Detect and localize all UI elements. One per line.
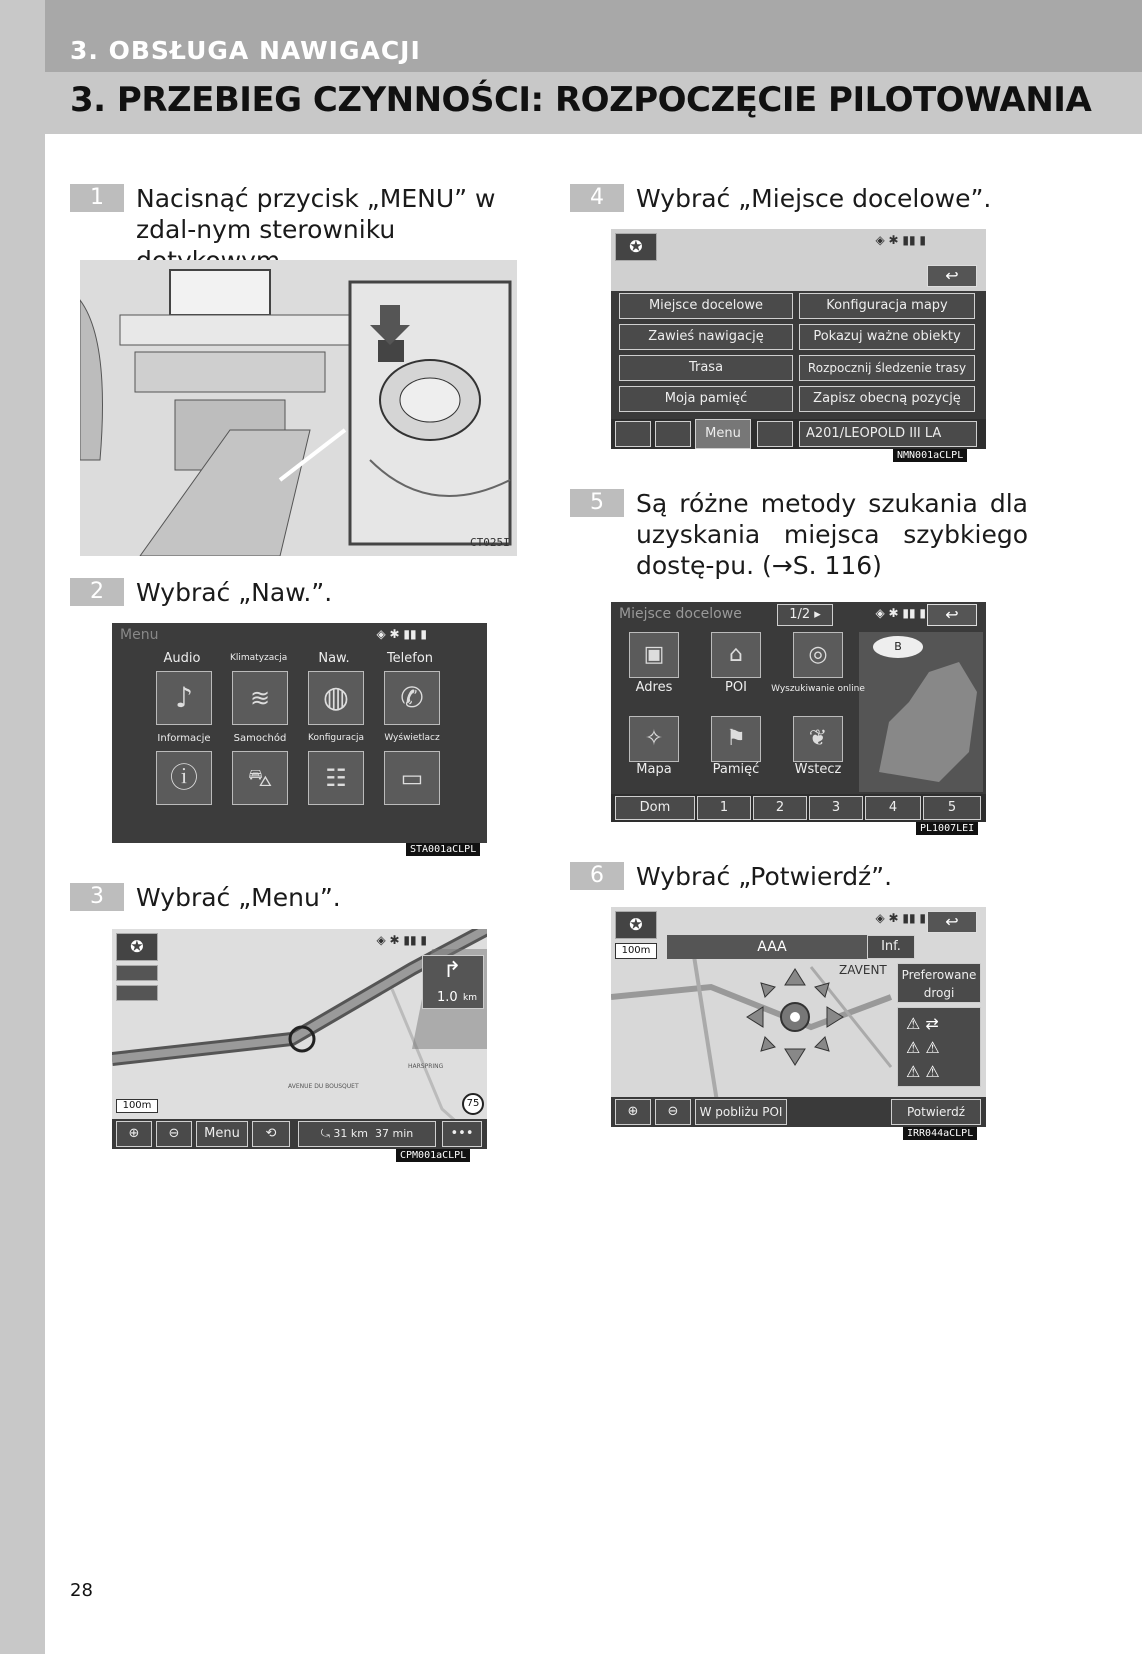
- flag-icon: ⚑: [726, 726, 746, 751]
- route-button[interactable]: Trasa: [619, 355, 793, 381]
- current-road: A201/LEOPOLD III LA: [799, 421, 977, 447]
- display-label: Wyświetlacz: [384, 733, 440, 743]
- street-label: AVENUE DU BOUSQUET: [288, 1083, 359, 1090]
- step-text: Nacisnąć przycisk „MENU” w zdal-nym sterowniku: [136, 184, 496, 244]
- destination-screen-title: Miejsce docelowe: [619, 606, 742, 622]
- compass-button[interactable]: [116, 933, 158, 961]
- zoom-in-icon: ⊕: [128, 1126, 140, 1141]
- preferred-roads-button[interactable]: Preferowane drogi: [897, 963, 981, 1003]
- destination-bottom-bar: [611, 794, 986, 822]
- preset-4-button[interactable]: 4: [865, 796, 921, 820]
- track-route-button[interactable]: Rozpocznij śledzenie trasy: [799, 355, 975, 381]
- zoom-out-icon: ⊖: [667, 1104, 679, 1119]
- zoom-out-button[interactable]: [156, 1121, 192, 1147]
- scale-indicator: 100m: [615, 943, 657, 959]
- zoom-out-button[interactable]: [655, 421, 691, 447]
- step-text: Wybrać „Menu”.: [136, 883, 341, 912]
- back-button[interactable]: [927, 604, 977, 626]
- back-button[interactable]: [927, 265, 977, 287]
- my-memory-button[interactable]: Moja pamięć: [619, 386, 793, 412]
- info-button[interactable]: [156, 751, 212, 805]
- nearby-poi-button[interactable]: W pobliżu POI: [695, 1099, 787, 1125]
- street-label: ZAVENT: [839, 963, 887, 977]
- preset-1-button[interactable]: 1: [697, 796, 751, 820]
- monitor-icon: ▭: [400, 764, 424, 792]
- info-label: Informacje: [157, 733, 211, 744]
- climate-button[interactable]: [232, 671, 288, 725]
- compass-rose-icon: ✧: [644, 726, 664, 751]
- fan-icon: ≋: [249, 684, 271, 712]
- menu-screen-title: Menu: [120, 627, 159, 643]
- next-turn-panel: [422, 955, 484, 1009]
- show-poi-button[interactable]: Pokazuj ważne obiekty: [799, 324, 975, 350]
- home-button[interactable]: Dom: [615, 796, 695, 820]
- step-number: 3: [70, 883, 124, 911]
- music-note-icon: ♪: [175, 681, 193, 714]
- nav-label: Naw.: [318, 651, 350, 666]
- step-number: 5: [570, 489, 624, 517]
- car-icon: ⛍: [247, 764, 273, 792]
- status-icons: ◈ ✱ ▮▮ ▮: [875, 911, 926, 925]
- step-number: 1: [70, 184, 124, 212]
- display-button[interactable]: [384, 751, 440, 805]
- map-config-button[interactable]: Konfiguracja mapy: [799, 293, 975, 319]
- figure-code: CPM001aCLPL: [396, 1149, 470, 1162]
- nav-button[interactable]: [308, 671, 364, 725]
- figure-code: NMN001aCLPL: [893, 449, 967, 462]
- chapter-title: 3. PRZEBIEG CZYNNOŚCI: ROZPOCZĘCIE PILOTOWANIA: [70, 80, 1092, 120]
- zoom-in-button[interactable]: [615, 1099, 651, 1125]
- zoom-out-button[interactable]: [655, 1099, 691, 1125]
- address-label: Adres: [635, 680, 673, 695]
- back-arrow-icon: ↩: [945, 605, 959, 624]
- step-text: Wybrać „Naw.”.: [136, 578, 333, 607]
- compass-icon: ✪: [629, 237, 643, 256]
- nav-menu-screen: [611, 229, 986, 449]
- phone-label: Telefon: [386, 651, 434, 666]
- compass-icon: ✪: [130, 937, 144, 956]
- menu-tab[interactable]: Menu: [695, 419, 751, 449]
- climate-label: Klimatyzacja: [230, 653, 288, 663]
- save-position-button[interactable]: Zapisz obecną pozycję: [799, 386, 975, 412]
- setup-button[interactable]: [308, 751, 364, 805]
- step-number: 2: [70, 578, 124, 606]
- map-screen: [112, 929, 487, 1149]
- step-text: Wybrać „Miejsce docelowe”.: [636, 184, 992, 213]
- scale-indicator: 100m: [116, 1099, 158, 1113]
- back-arrow-icon: ↩: [945, 912, 959, 931]
- online-search-label: Wyszukiwanie online: [771, 684, 865, 694]
- step-text: Wybrać „Potwierdź”.: [636, 862, 893, 891]
- online-search-button[interactable]: [793, 632, 843, 678]
- status-icons: ◈ ✱ ▮▮ ▮: [376, 933, 427, 947]
- phone-button[interactable]: [384, 671, 440, 725]
- street-label: HARSPRING: [408, 1063, 444, 1070]
- status-icons: ◈ ✱ ▮▮ ▮: [875, 233, 926, 247]
- preset-5-button[interactable]: 5: [923, 796, 981, 820]
- orientation-button[interactable]: [252, 1121, 290, 1147]
- back-arrow-icon: ↩: [945, 266, 959, 285]
- destination-button[interactable]: Miejsce docelowe: [619, 293, 793, 319]
- route-time: 37 min: [375, 1127, 414, 1140]
- info-icon: ⓘ: [169, 761, 198, 794]
- preset-3-button[interactable]: 3: [809, 796, 863, 820]
- turn-distance-unit: km: [463, 993, 477, 1003]
- confirm-button[interactable]: Potwierdź: [891, 1099, 981, 1125]
- poi-label: POI: [725, 680, 747, 695]
- audio-button[interactable]: [156, 671, 212, 725]
- map-bottom-bar: [112, 1119, 487, 1149]
- figure-code: PL1007LEI: [916, 822, 978, 835]
- step-number: 6: [570, 862, 624, 890]
- globe-search-icon: ◎: [808, 642, 828, 667]
- zoom-out-icon: ⊖: [168, 1126, 180, 1141]
- map-view-button[interactable]: [116, 985, 158, 1001]
- compass-icon: ✪: [629, 915, 643, 934]
- map-badge: B: [873, 636, 923, 658]
- preset-2-button[interactable]: 2: [753, 796, 807, 820]
- memory-label: Pamięć: [712, 762, 760, 777]
- map-button[interactable]: [629, 716, 679, 762]
- memory-button[interactable]: [711, 716, 761, 762]
- figure-code: CT025I: [470, 536, 510, 549]
- confirm-bottom-bar: [611, 1097, 986, 1127]
- previous-button[interactable]: [793, 716, 843, 762]
- confirm-screen: [611, 907, 986, 1127]
- address-button[interactable]: [629, 632, 679, 678]
- scroll-pad[interactable]: [745, 967, 845, 1067]
- left-margin-strip: [0, 0, 45, 1654]
- orientation-button[interactable]: [757, 421, 793, 447]
- europe-map-thumbnail[interactable]: [859, 632, 983, 792]
- heading-icon: ⟲: [265, 1126, 277, 1141]
- previous-label: Wstecz: [794, 762, 842, 777]
- turn-right-icon: ↱: [443, 958, 462, 983]
- settings-icon: ☷: [325, 764, 347, 792]
- step-number: 4: [570, 184, 624, 212]
- route-icon: ⤿: [320, 1127, 334, 1140]
- destination-name: AAA: [667, 935, 877, 959]
- address-book-icon: ▣: [643, 642, 665, 667]
- info-button[interactable]: Inf.: [867, 935, 915, 959]
- route-distance: 31 km: [333, 1127, 368, 1140]
- map-mode-button[interactable]: [116, 965, 158, 981]
- building-icon: ⌂: [729, 642, 743, 667]
- status-icons: ◈ ✱ ▮▮ ▮: [376, 627, 427, 641]
- map-label: Mapa: [636, 762, 672, 777]
- phone-icon: ✆: [400, 681, 424, 714]
- figure-code: IRR044aCLPL: [903, 1127, 977, 1140]
- vehicle-button[interactable]: [232, 751, 288, 805]
- back-button[interactable]: [927, 911, 977, 933]
- nav-bottom-bar: [611, 419, 986, 449]
- turn-distance: 1.0: [437, 990, 458, 1005]
- figure-code: STA001aCLPL: [406, 843, 480, 856]
- dashboard-illustration: [80, 260, 517, 556]
- step-text: Są różne metody szukania dla uzyskania miejsca szybkiego dostę-pu. (→S. 116): [636, 489, 1028, 580]
- destination-screen: [611, 602, 986, 822]
- zoom-in-icon: ⊕: [627, 1104, 639, 1119]
- route-options-panel: [897, 1007, 981, 1087]
- menu-button[interactable]: Menu: [196, 1121, 248, 1147]
- zoom-in-button[interactable]: [615, 421, 651, 447]
- compass-button[interactable]: [615, 911, 657, 939]
- footprints-icon: ❦: [808, 726, 828, 751]
- setup-label: Konfiguracja: [308, 733, 364, 743]
- zoom-in-button[interactable]: [116, 1121, 152, 1147]
- menu-screen: [112, 623, 487, 843]
- poi-button[interactable]: [711, 632, 761, 678]
- vehicle-label: Samochód: [233, 733, 287, 744]
- page-number: 28: [70, 1580, 93, 1601]
- section-title: 3. OBSŁUGA NAWIGACJI: [70, 36, 421, 65]
- compass-button[interactable]: [615, 233, 657, 261]
- status-icons: ◈ ✱ ▮▮ ▮: [875, 606, 926, 620]
- compass-icon: ◍: [322, 680, 350, 715]
- road-options-icons: ⚠ ⇄ ⚠ ⚠ ⚠ ⚠: [906, 1014, 940, 1081]
- pause-guidance-button[interactable]: Zawieś nawigację: [619, 324, 793, 350]
- route-info-button[interactable]: [298, 1121, 436, 1147]
- audio-label: Audio: [163, 651, 201, 666]
- page-indicator[interactable]: 1/2 ▸: [777, 604, 833, 626]
- speed-limit: 75: [462, 1093, 484, 1115]
- more-button[interactable]: •••: [442, 1121, 482, 1147]
